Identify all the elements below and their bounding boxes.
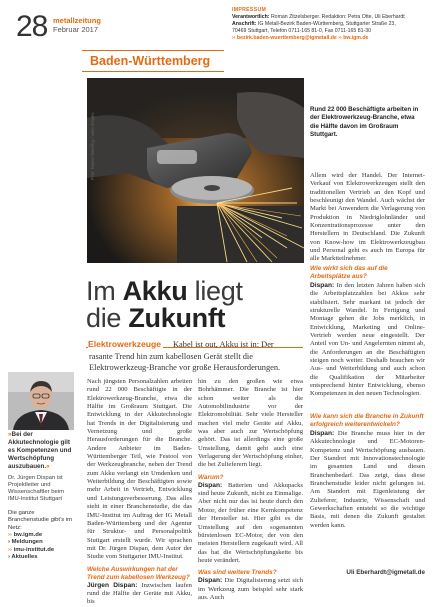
right-paragraph-1: Allem wird der Handel. Der Internet-Verkauf von Elektrowerkzeugen stellt den traditionellen Vertrieb an den Kopf und beschleunigt den Wandel. Auch wächst der Markt bei Anwendern die Verlagerung von Produktion in Niedriglohnländer und Konzentrationsprozesse unter den Herstellern in Deutschland. Die Zukunft von Know-how im Elektrowerkzeugbau und Personal geht es auch im Europa für alle Marktteilnehmer. <box>310 172 425 263</box>
column-2-question-1: Warum? <box>198 473 224 481</box>
page-number: 28 <box>16 10 48 43</box>
lead-line-2: rasante Trend hin zum kabellosen Gerät stellt die <box>89 352 253 361</box>
right-paragraph-2: Dispan: In den letzten Jahren haben sich die Arbeitsplatzzahlen bei Akkus sehr stabilisiert. Sehr markant ist jedoch der strukturelle Wandel. In Fertigung und Montage gehen die Jobs merklich, in Entwicklung, Marketing und Online-Vertrieb werden neue eingestellt. Der Anteil von Un- und Angelernten nimmt ab, die Anforderungen an die Beschäftigten steigen noch weiter. Deshalb brauchen wir Aus- und Weiterbildung und auch schon die Qualifikation der Mitarbeiter entsprechend hinter Entwicklung, ebenso Kompetenzen in den neuen Technologien. <box>310 282 425 398</box>
column-2-answer-2: Dispan: Die Digitalisierung setzt sich im Werkzeug zum beispiel sehr stark aus. Auch <box>198 577 303 601</box>
author-portrait <box>8 372 74 430</box>
impressum <box>232 7 424 42</box>
issue-date: Februar 2017 <box>53 25 99 34</box>
column-1-question: Welche Auswirkungen hat der Trend zum kabellosen Werkzeug? <box>87 565 190 581</box>
lead-line-3: Elektrowerkzeug-Branche vor große Herausforderungen. <box>89 363 281 372</box>
author-signature: Uli Eberhardt@igmetall.de <box>346 569 425 576</box>
region-title: Baden-Württemberg <box>90 54 211 68</box>
link-bw-igm[interactable]: ›› bw.igm.de <box>8 531 43 538</box>
sidebar-more: Die ganze Branchenstudie gibt’s im Netz: <box>8 509 73 531</box>
sidebar-quote-box <box>8 431 74 562</box>
column-2-paragraph: hin zu den großen wie etwa Bohrhämmer. Die Branche ist hier schon weiter als die Automobilindustrie vor der Elektromobilität. Sehr viele Hersteller machen viel mehr Geräte auf Akku, was aber auch zur Wertschöpfung gehört. Das ist allerdings eine große Umstellung, damit geht auch eine Verlagerung der Wertschöpfung einher, die bei Zulieferern liegt. <box>198 378 303 469</box>
impressum-heading: IMPRESSUM <box>232 7 267 13</box>
link-imu-institut[interactable]: ›› imu-institut.de <box>8 546 55 553</box>
lead-line-1: Kabel ist out, Akku ist in: Der <box>173 340 274 349</box>
photo-caption: Rund 22 000 Beschäftigte arbeiten in der Elektrowerkzeug-Branche, etwa die Hälfte davon im Großraum Stuttgart. <box>310 106 419 139</box>
magazine-brand: metallzeitung <box>53 16 101 25</box>
sidebar-quote: »Bei der Akkutechnologie gilt es Kompetenzen und Wertschöpfung auszubauen.« <box>8 431 72 470</box>
column-2-question-2: Was sind weitere Trends? <box>198 569 277 577</box>
right-question-1: Wie wirkt sich das auf die Arbeitsplätze aus? <box>310 265 388 280</box>
link-meldungen[interactable]: › Meldungen <box>8 539 43 546</box>
angle-grinder-photo <box>87 78 304 263</box>
web-link[interactable]: bw.igm.de <box>343 35 369 42</box>
impressum-line-3: 70469 Stuttgart, Telefon 0711-165 81-0, Fax 0711-165 81-30 <box>232 28 372 35</box>
headline-line-2: die Zukunft <box>86 303 226 333</box>
article-column-2 <box>198 378 303 601</box>
column-1-paragraph: Nach jüngsten Personalzahlen arbeiten rund 22 000 Beschäftigte in der Elektrowerkzeug-Branche, etwa die Hälfte im Großraum Stuttgart. Die Entwicklung in der Akkutechnologie hat Trends in der Digitalisierung und Vernetzung und große Herausforderungen für die Branche. Andere Anbieter im Baden-Württemberger Teil, wie Festool von der Werkzeugbranche, neben der Trend zum Akku verlangt ein Umdenken und Weiterbildung der Beschäftigten sowie mehr Arbeit in Vertrieb, Entwicklung und Leistungsverbesserung. Das alles steht in einer Branchenstudie, die das IMU-Institut im Auftrag der IG Metall Baden-Württemberg und der Agentur für Struktur- und Personalpolitik Stuttgart erstellt wurde. Wir sprachen mit Dr. Jürgen Dispan, dem Autor der Studie vom Stuttgarter IMU-Institut. <box>87 378 192 561</box>
impressum-contact: ›› bezirk.baden-wuerttemberg@igmetall.de ›› bw.igm.de <box>232 35 369 42</box>
magazine-masthead <box>53 16 101 34</box>
impressum-line-2: Anschrift: IG Metall-Bezirk Baden-Württemberg, Stuttgarter Straße 23, <box>232 21 396 28</box>
column-2-answer-1: Dispan: Batterien und Akkupacks sind heute Zukunft, nicht zu Einmalige. Aber nicht nur das ist heute durch den Motor, der früher eine Kernkompetenz der Hersteller ist. Hier gibt es die Umstellung auf den sogenannten bürstenlosen EC-Motor, der von den meisten Herstellern zugekauft wird. All das hat die Wertschöpfungskette bis heute verändert. <box>198 481 303 564</box>
link-aktuelles[interactable]: › Aktuelles <box>8 554 38 561</box>
impressum-line-1: Verantwortlich: Roman Zitzelsberger. Redaktion: Petra Otte, Uli Eberhardt <box>232 14 405 21</box>
right-question-2: Wie kann sich die Branche in Zukunft erfolgreich weiterentwickeln? <box>310 413 424 428</box>
headline-line-1: Im Akku liegt <box>86 276 243 306</box>
email-link[interactable]: bezirk.baden-wuerttemberg@igmetall.de <box>236 35 337 42</box>
photo-credit: Foto: Rainer Weisflog / vario images <box>90 112 95 180</box>
column-1-answer: Jürgen Dispan: Inzwischen laufen rund die Hälfte der Geräte mit Akku, bis <box>87 581 192 606</box>
sidebar-author: Dr. Jürgen Dispan ist Projektleiter und Wissenschaftler beim IMU-Institut Stuttgart <box>8 474 64 503</box>
article-column-1 <box>87 378 192 606</box>
article-kicker: Elektrowerkzeuge <box>88 339 162 349</box>
right-paragraph-3: Dispan: Die Branche muss hier in der Akkutechnologie und EC-Motoren-Kompetenz und Wertschöpfung ausbauen. Der Standort mit Innovationstechnologie im gesamten Land und diesen Branchenbedarf. Das zeigt, dass diese Branchenstudie leider nicht gelungen ist. Am Standort mit Eigenleistung der Zulieferer, Industrie, Wissenschaft und Gewerkschaften entsteht so die wichtige Basis, mit denen die Zukunft gestaltet werden kann. <box>310 430 425 529</box>
